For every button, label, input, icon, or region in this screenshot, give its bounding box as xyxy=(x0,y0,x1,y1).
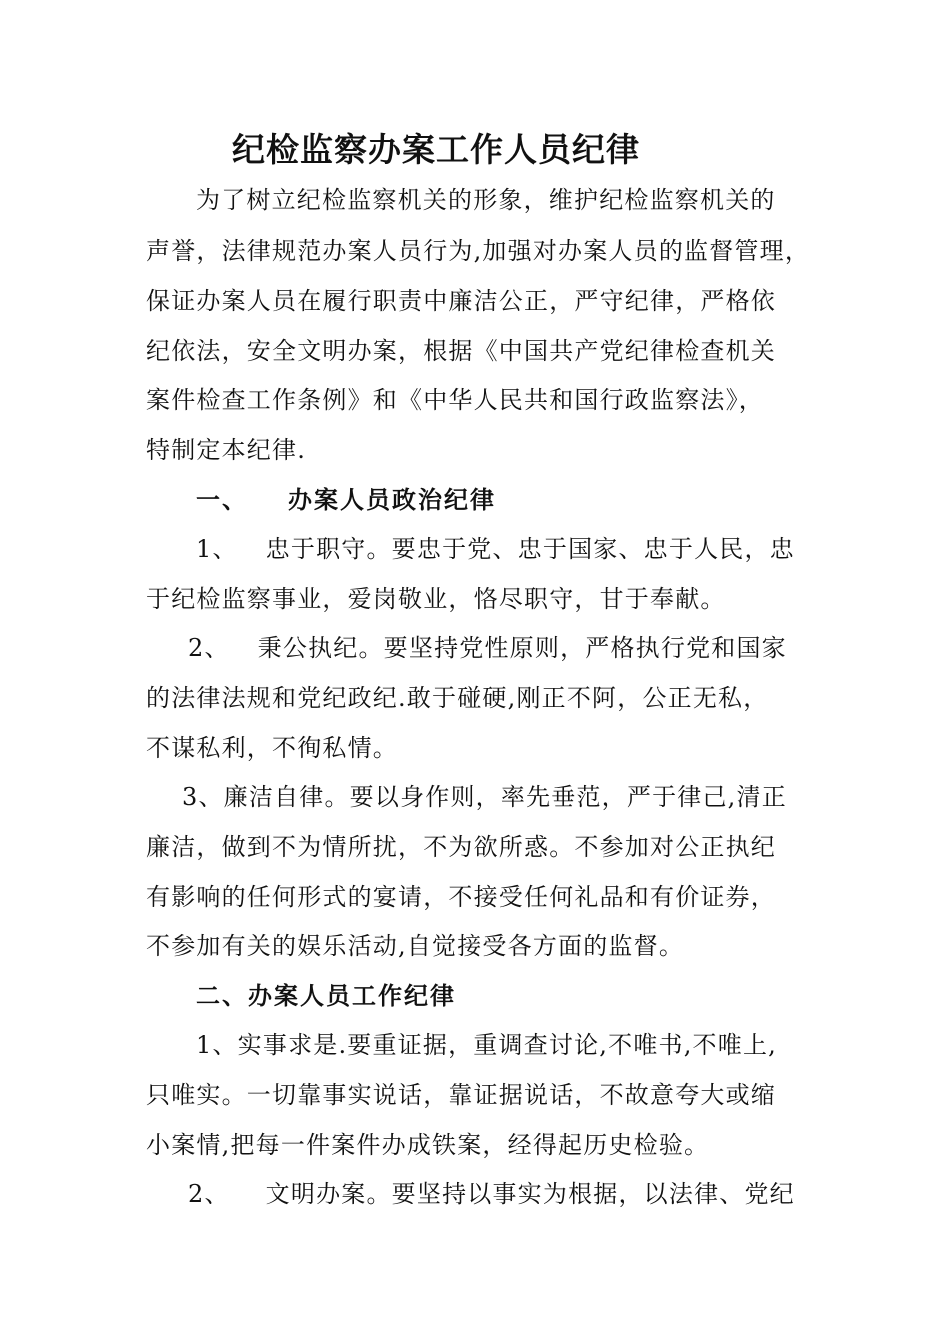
section-1-item-3-line-2: 廉洁，做到不为情所扰，不为欲所惑。不参加对公正执纪 xyxy=(146,833,776,861)
section-1-item-3-line-1: 3、廉洁自律。要以身作则，率先垂范，严于律己,清正 xyxy=(182,783,787,811)
section-1-item-2-line-3: 不谋私利，不徇私情。 xyxy=(146,734,398,762)
section-1-item-2-line-2: 的法律法规和党纪政纪.敢于碰硬,刚正不阿，公正无私， xyxy=(146,684,769,712)
document-title: 纪检监察办案工作人员纪律 xyxy=(232,130,640,169)
section-2-item-2-number: 2、 xyxy=(188,1180,230,1208)
section-1-title: 办案人员政治纪律 xyxy=(288,486,496,514)
section-1-item-1-line-1 xyxy=(196,532,795,566)
section-1-heading xyxy=(196,483,496,517)
section-2-item-1-line-3: 小案情,把每一件案件办成铁案，经得起历史检验。 xyxy=(146,1131,710,1159)
section-1-item-2-line-1 xyxy=(188,631,787,665)
section-2-heading: 二、办案人员工作纪律 xyxy=(196,982,456,1010)
section-1-item-3-line-3: 有影响的任何形式的宴请，不接受任何礼品和有价证券， xyxy=(146,883,776,911)
section-1-item-3-line-4: 不参加有关的娱乐活动,自觉接受各方面的监督。 xyxy=(146,932,685,960)
intro-line-3: 保证办案人员在履行职责中廉洁公正，严守纪律，严格依 xyxy=(146,287,776,315)
intro-line-4: 纪依法，安全文明办案，根据《中国共产党纪律检查机关 xyxy=(146,337,776,365)
section-1-item-1-number: 1、 xyxy=(196,535,238,563)
section-2-item-1-line-2: 只唯实。一切靠事实说话，靠证据说话，不故意夸大或缩 xyxy=(146,1081,776,1109)
section-1-item-2-number: 2、 xyxy=(188,634,230,662)
intro-line-6: 特制定本纪律. xyxy=(146,436,307,464)
section-1-item-1-text: 忠于职守。要忠于党、忠于国家、忠于人民，忠 xyxy=(265,535,795,563)
section-2-item-1-line-1: 1、实事求是.要重证据，重调查讨论,不唯书,不唯上, xyxy=(196,1031,777,1059)
section-1-number: 一、 xyxy=(196,486,248,514)
section-1-item-1-line-2: 于纪检监察事业，爱岗敬业，恪尽职守，甘于奉献。 xyxy=(146,585,726,613)
intro-line-1: 为了树立纪检监察机关的形象，维护纪检监察机关的 xyxy=(196,186,776,214)
intro-line-2: 声誉，法律规范办案人员行为,加强对办案人员的监督管理， xyxy=(146,237,811,265)
intro-line-5: 案件检查工作条例》和《中华人民共和国行政监察法》， xyxy=(146,386,764,414)
section-2-item-2-line-1 xyxy=(188,1177,795,1211)
section-2-item-2-text: 文明办案。要坚持以事实为根据，以法律、党纪 xyxy=(265,1180,795,1208)
section-1-item-2-text: 秉公执纪。要坚持党性原则，严格执行党和国家 xyxy=(257,634,787,662)
